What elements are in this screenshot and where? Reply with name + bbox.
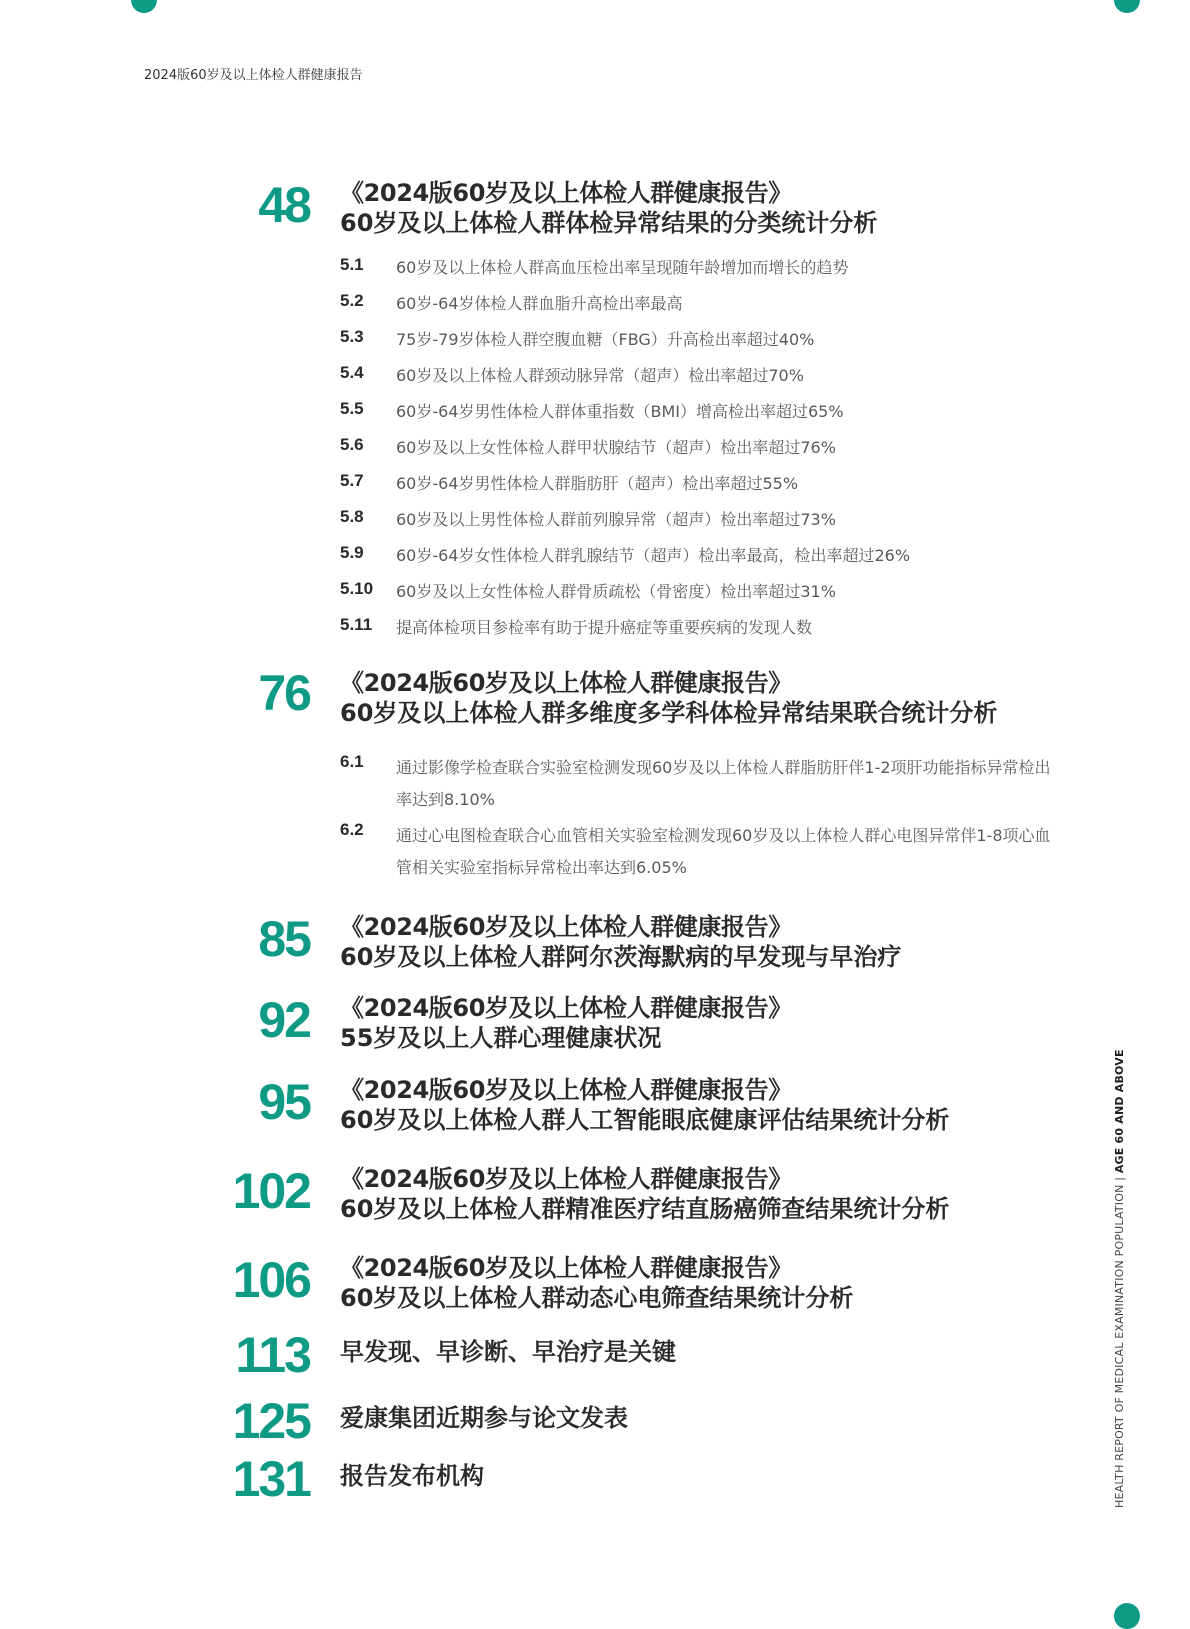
subsection-number: 5.4 — [340, 363, 364, 382]
subsection-text: 60岁-64岁女性体检人群乳腺结节（超声）检出率最高，检出率超过26% — [396, 546, 911, 565]
subsection-number: 5.9 — [340, 543, 364, 562]
entry-title-line1: 《2024版60岁及以上体检人群健康报告》 — [340, 669, 792, 697]
decorative-dot-bottom-right — [1114, 1603, 1140, 1629]
entry-title-line2: 60岁及以上体检人群阿尔茨海默病的早发现与早治疗 — [340, 943, 902, 971]
subsection-text: 60岁及以上女性体检人群骨质疏松（骨密度）检出率超过31% — [396, 582, 836, 601]
entry-titles — [340, 1461, 484, 1491]
side-title-regular: HEALTH REPORT OF MEDICAL EXAMINATION POPULATION — [1113, 1184, 1126, 1508]
side-title-bold: AGE 60 AND ABOVE — [1113, 1049, 1126, 1174]
page-number: 76 — [258, 665, 310, 721]
subsection-number: 6.1 — [340, 752, 364, 771]
entry-title-line2: 60岁及以上体检人群人工智能眼底健康评估结果统计分析 — [340, 1106, 950, 1134]
entry-titles — [340, 178, 877, 238]
subsection-text: 提高体检项目参检率有助于提升癌症等重要疾病的发现人数 — [396, 618, 813, 637]
subsection-text: 60岁及以上体检人群颈动脉异常（超声）检出率超过70% — [396, 366, 804, 385]
page-number: 125 — [232, 1393, 310, 1449]
entry-title-line2: 60岁及以上体检人群多维度多学科体检异常结果联合统计分析 — [340, 699, 998, 727]
subsection-number: 5.8 — [340, 507, 364, 526]
decorative-dot-top-right — [1114, 0, 1140, 13]
entry-title-line2: 55岁及以上人群心理健康状况 — [340, 1024, 662, 1052]
decorative-dot-top-left — [131, 0, 157, 13]
subsection-text: 60岁及以上女性体检人群甲状腺结节（超声）检出率超过76% — [396, 438, 836, 457]
entry-title-line2: 60岁及以上体检人群动态心电筛查结果统计分析 — [340, 1284, 854, 1312]
entry-title: 报告发布机构 — [340, 1462, 484, 1490]
entry-title-line2: 60岁及以上体检人群精准医疗结直肠癌筛查结果统计分析 — [340, 1195, 950, 1223]
subsection-number: 6.2 — [340, 820, 364, 839]
side-running-title — [1113, 1049, 1126, 1508]
entry-titles — [340, 912, 901, 972]
subsection-number: 5.3 — [340, 327, 364, 346]
entry-titles — [340, 1075, 949, 1135]
subsection-text: 通过心电图检查联合心血管相关实验室检测发现60岁及以上体检人群心电图异常伴1-8项心血管相关实验室指标异常检出率达到6.05% — [396, 826, 1051, 877]
entry-titles — [340, 1403, 628, 1433]
subsection-number: 5.1 — [340, 255, 364, 274]
subsection-number: 5.7 — [340, 471, 364, 490]
entry-titles — [340, 1164, 949, 1224]
subsection-text: 60岁-64岁体检人群血脂升高检出率最高 — [396, 294, 683, 313]
subsection-number: 5.5 — [340, 399, 364, 418]
subsection-number: 5.2 — [340, 291, 364, 310]
page-number: 85 — [258, 911, 310, 967]
subsection-text: 60岁-64岁男性体检人群脂肪肝（超声）检出率超过55% — [396, 474, 799, 493]
page-number: 95 — [258, 1074, 310, 1130]
subsection-number: 5.6 — [340, 435, 364, 454]
entry-title-line1: 《2024版60岁及以上体检人群健康报告》 — [340, 1254, 792, 1282]
side-title-separator: | — [1113, 1176, 1126, 1181]
subsection-text: 75岁-79岁体检人群空腹血糖（FBG）升高检出率超过40% — [396, 330, 815, 349]
page-number: 48 — [258, 177, 310, 233]
subsection-number: 5.10 — [340, 579, 374, 598]
entry-title-line1: 《2024版60岁及以上体检人群健康报告》 — [340, 994, 792, 1022]
entry-title: 爱康集团近期参与论文发表 — [340, 1404, 628, 1432]
page-number: 92 — [258, 992, 310, 1048]
entry-titles — [340, 1337, 676, 1367]
entry-title-line1: 《2024版60岁及以上体检人群健康报告》 — [340, 913, 792, 941]
subsection-text: 通过影像学检查联合实验室检测发现60岁及以上体检人群脂肪肝伴1-2项肝功能指标异常检出率达到8.10% — [396, 758, 1051, 809]
entry-title: 早发现、早诊断、早治疗是关键 — [340, 1338, 676, 1366]
page-number: 102 — [232, 1163, 310, 1219]
entry-title-line1: 《2024版60岁及以上体检人群健康报告》 — [340, 1076, 792, 1104]
subsection-number: 5.11 — [340, 615, 373, 634]
entry-titles — [340, 1253, 853, 1313]
running-header: 2024版60岁及以上体检人群健康报告 — [144, 68, 363, 83]
page-number: 131 — [232, 1451, 310, 1507]
entry-titles — [340, 668, 997, 728]
subsection-text: 60岁-64岁男性体检人群体重指数（BMI）增高检出率超过65% — [396, 402, 844, 421]
entry-title-line2: 60岁及以上体检人群体检异常结果的分类统计分析 — [340, 209, 878, 237]
subsection-text: 60岁及以上体检人群高血压检出率呈现随年龄增加而增长的趋势 — [396, 258, 849, 277]
page-number: 106 — [232, 1252, 310, 1308]
entry-title-line1: 《2024版60岁及以上体检人群健康报告》 — [340, 179, 792, 207]
page-number: 113 — [235, 1327, 310, 1383]
subsection-text: 60岁及以上男性体检人群前列腺异常（超声）检出率超过73% — [396, 510, 836, 529]
entry-titles — [340, 993, 792, 1053]
entry-title-line1: 《2024版60岁及以上体检人群健康报告》 — [340, 1165, 792, 1193]
